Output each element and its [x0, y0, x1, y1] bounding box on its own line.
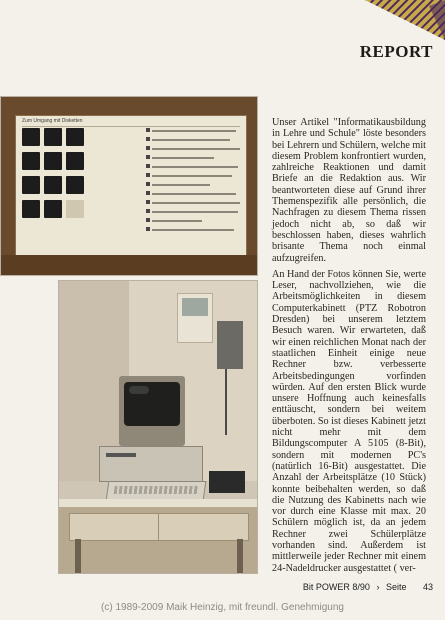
disk-drive — [209, 471, 245, 493]
diskette-icon — [22, 128, 40, 146]
diskette-icon — [66, 128, 84, 146]
desk-top — [59, 499, 257, 507]
desk-leg — [75, 539, 81, 573]
diskette-chart-photo — [0, 96, 258, 276]
keyboard — [106, 481, 207, 501]
diskette-icon — [66, 152, 84, 170]
diskette-icon — [22, 152, 40, 170]
wall-poster — [177, 293, 213, 343]
folio-separator: › — [376, 582, 380, 592]
article-paragraph: An Hand der Fotos können Sie, werte Leser, nachvollziehen, wie die Arbeitsmöglichkeiten in diesem Computerkabinett (PTZ Robotron Dresden) bei unserem letztem Besuch waren. Wir erwarteten, daß wir einen reichlichen Monat nach der staatlichen Einheit einige neue Rechner bzw. verbesserte Arbeitsbedingungen vorfinden würden. Auf den ersten Blick wurde unsere Hoffnung auch keinesfalls enttäuscht, sondern bei weitem überboten. So ist dieses Kabinett jetzt nicht mehr mit dem Bildungscomputer A 5105 (8-Bit), sondern mit modernen PC's (natürlich 16-Bit) ausgestattet. Die Anzahl der Arbeitsplätze (10 Stück) konnte beibehalten werden, so daß die Nutzung des Kabinetts nach wie vor durch eine Klasse mit max. 20 Schülern möglich ist, da an jedem Rechner zwei Schülerplätze vorhanden sind. Außerdem ist mittlerweile jeder Rechner mit einem 24-Nadeldrucker ausgestattet ( ver- — [272, 268, 426, 574]
rule-line — [146, 200, 242, 206]
rule-line — [146, 191, 242, 197]
diskette-illustration-grid — [22, 128, 82, 246]
rule-line — [146, 218, 242, 224]
rule-line — [146, 137, 242, 143]
rule-line — [146, 155, 242, 161]
copyright-notice: (c) 1989-2009 Maik Heinzig, mit freundl. Genehmigung — [101, 602, 344, 613]
diskette-icon — [66, 200, 84, 218]
magazine-name: Bit POWER 8/90 — [302, 582, 370, 592]
computer-unit — [99, 446, 203, 482]
cable — [225, 369, 227, 435]
desk-leg — [237, 539, 243, 573]
board-divider — [22, 126, 240, 127]
wall-switch-box — [217, 321, 243, 369]
crt-monitor — [119, 376, 185, 446]
article-body — [272, 117, 426, 579]
rule-line — [146, 209, 242, 215]
diskette-icon — [44, 200, 62, 218]
page-label: Seite — [385, 582, 407, 592]
board-title: Zum Umgang mit Disketten — [22, 118, 83, 124]
diskette-rules-board — [15, 115, 247, 257]
page-folio — [303, 582, 433, 592]
rule-line — [146, 227, 242, 233]
report-logo-icon — [355, 0, 445, 78]
diskette-icon — [66, 176, 84, 194]
section-title: REPORT — [359, 42, 433, 61]
diskette-icon — [44, 176, 62, 194]
rule-line — [146, 173, 242, 179]
wooden-frame — [1, 255, 257, 275]
rule-list — [146, 128, 242, 236]
rule-line — [146, 182, 242, 188]
rule-line — [146, 146, 242, 152]
rule-line — [146, 164, 242, 170]
diskette-icon — [44, 128, 62, 146]
page-number: 43 — [422, 582, 433, 592]
rule-line — [146, 128, 242, 134]
computer-workstation-photo — [58, 280, 258, 574]
desk-drawers — [69, 513, 249, 541]
article-paragraph: Unser Artikel "Informatikausbildung in Lehre und Schule" löste besonders bei Lehrern und Schülern, welche mit diesem Problem konfrontiert wurden, zahlreiche Reaktionen und damit Briefe an die Redaktion aus. Wir beantworteten diese auf Grund ihrer Themenspezifik alle persönlich, die Nachfragen zu diesem Thema rissen jedoch nicht ab, so daß wir beschlossen haben, dieses wahrlich brisante Thema noch einmal aufzugreifen. — [272, 117, 426, 264]
diskette-icon — [44, 152, 62, 170]
diskette-icon — [22, 176, 40, 194]
diskette-icon — [22, 200, 40, 218]
